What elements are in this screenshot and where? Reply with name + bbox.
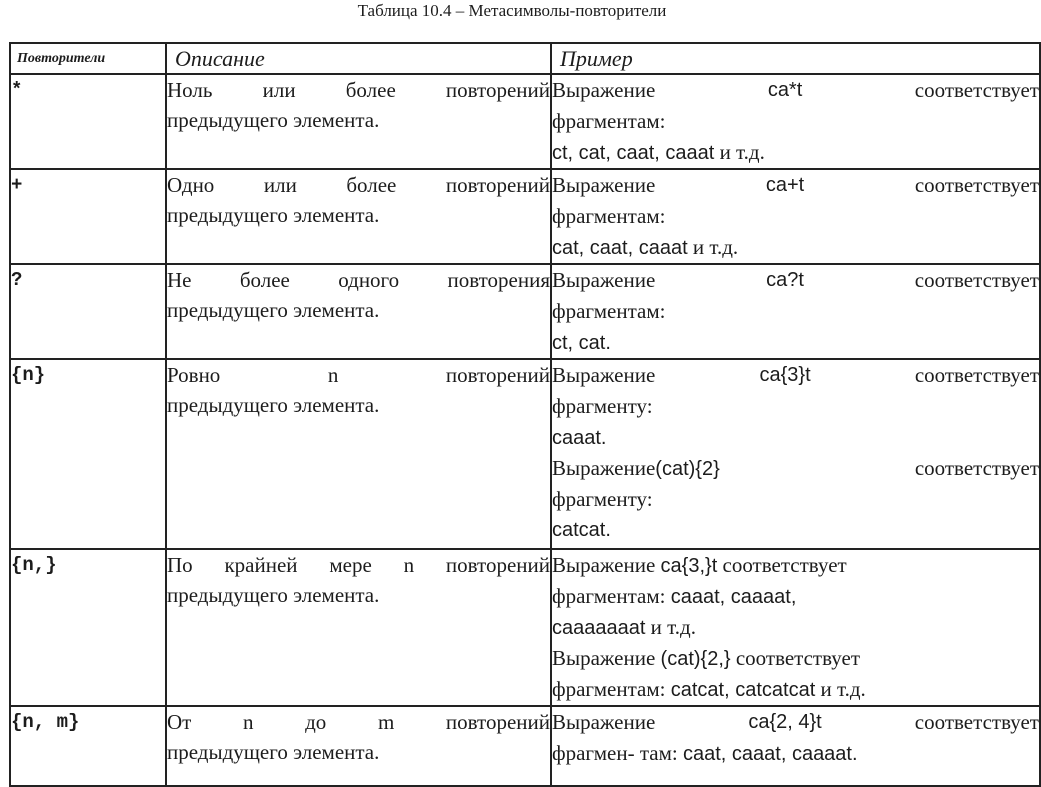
- repeater-symbol: +: [10, 169, 166, 264]
- example-matches-line: [552, 232, 1039, 263]
- example-verb: соответствует: [722, 553, 847, 577]
- header-description: Описание: [166, 43, 551, 74]
- example-line: [552, 581, 1039, 612]
- example-matches-line: [552, 422, 1039, 453]
- example-object: фрагменту:: [552, 487, 653, 511]
- repeater-symbol: {n}: [10, 359, 166, 549]
- example-tail: и т.д.: [815, 677, 866, 701]
- description-line: От n до m повторений: [167, 710, 550, 734]
- description-line: Ровно n повторений: [167, 363, 550, 387]
- example-expression: ca*t: [767, 79, 803, 101]
- example-expression: ca{3}t: [759, 364, 811, 386]
- example-verb: соответствует: [914, 363, 1039, 387]
- example-matches: caat, caaat, caaaat.: [682, 743, 858, 765]
- repeater-example: [551, 169, 1040, 264]
- example-object: фрагментам:: [552, 584, 666, 608]
- example-line: [552, 360, 1039, 391]
- repeater-symbol: {n,}: [10, 549, 166, 706]
- example-object: фрагментам:: [552, 677, 666, 701]
- example-expression: ca{3,}t: [660, 555, 718, 577]
- description-line: предыдущего элемента.: [167, 108, 380, 132]
- repeater-description: [166, 359, 551, 549]
- example-matches: caaat, caaaat,: [670, 586, 797, 608]
- repeater-description: [166, 549, 551, 706]
- repeater-symbol: ?: [10, 264, 166, 359]
- example-word: Выражение: [552, 553, 656, 577]
- repeater-description: [166, 169, 551, 264]
- example-word: Выражение: [552, 363, 656, 387]
- example-matches: ct, cat.: [552, 332, 611, 354]
- example-matches-line: [552, 137, 1039, 168]
- example-line: [552, 265, 1039, 296]
- example-line: [552, 550, 1039, 581]
- example-line: [552, 453, 1039, 484]
- example-line: [552, 707, 1039, 738]
- example-word: Выражение: [552, 78, 656, 102]
- example-object: фрагментам:: [552, 109, 666, 133]
- example-line: [552, 738, 1039, 769]
- repeater-description: [166, 706, 551, 786]
- example-matches: catcat, catcatcat: [670, 679, 816, 701]
- table-caption: Таблица 10.4 – Метасимволы-повторители: [357, 1, 667, 20]
- example-line: [552, 75, 1039, 106]
- description-line: Не более одного повторения: [167, 268, 550, 292]
- table-row: [10, 169, 1040, 264]
- description-line: Ноль или более повторений: [167, 78, 550, 102]
- example-matches-line: [552, 327, 1039, 358]
- repeaters-table: [9, 42, 1041, 787]
- example-object: фрагментам:: [552, 299, 666, 323]
- example-matches: ct, cat, caat, caaat: [552, 142, 715, 164]
- table-row: [10, 706, 1040, 786]
- example-matches-line: [552, 612, 1039, 643]
- example-expression: ca?t: [766, 269, 804, 291]
- example-matches: catcat.: [552, 519, 611, 541]
- description-line: предыдущего элемента.: [167, 583, 380, 607]
- table-row: [10, 359, 1040, 549]
- example-word: Выражение: [552, 456, 656, 480]
- example-expression: ca+t: [765, 174, 805, 196]
- description-line: По крайней мере n повторений: [167, 553, 550, 577]
- example-word: Выражение: [552, 268, 656, 292]
- example-verb: соответствует: [914, 710, 1039, 734]
- repeater-example: [551, 264, 1040, 359]
- repeater-description: [166, 74, 551, 169]
- example-line: [552, 674, 1039, 705]
- example-object: фрагментам:: [552, 204, 666, 228]
- description-line: предыдущего элемента.: [167, 393, 380, 417]
- example-tail: и т.д.: [645, 615, 696, 639]
- repeater-example: [551, 74, 1040, 169]
- example-verb: соответствует: [914, 268, 1039, 292]
- example-expression: (cat){2}: [655, 458, 720, 480]
- example-line: [552, 170, 1039, 201]
- description-line: предыдущего элемента.: [167, 203, 380, 227]
- example-expression: (cat){2,}: [660, 648, 731, 670]
- example-verb: соответствует: [914, 173, 1039, 197]
- description-line: Одно или более повторений: [167, 173, 550, 197]
- header-repeaters: Повторители: [10, 43, 166, 74]
- repeater-description: [166, 264, 551, 359]
- example-object: фрагменту:: [552, 394, 653, 418]
- example-verb: соответствует: [735, 646, 861, 670]
- example-object: фрагмен- там:: [552, 741, 678, 765]
- table-row: [10, 74, 1040, 169]
- repeater-symbol: {n, m}: [10, 706, 166, 786]
- example-line: [552, 643, 1039, 674]
- example-word: Выражение: [552, 173, 656, 197]
- description-line: предыдущего элемента.: [167, 298, 380, 322]
- example-expression: ca{2, 4}t: [748, 711, 822, 733]
- example-matches: cat, caat, caaat: [552, 237, 688, 259]
- example-verb: соответствует: [914, 78, 1039, 102]
- header-example: Пример: [551, 43, 1040, 74]
- repeater-example: [551, 706, 1040, 786]
- table-row: [10, 264, 1040, 359]
- example-matches: caaaaaaat: [552, 617, 646, 639]
- repeater-example: [551, 359, 1040, 549]
- repeater-symbol: *: [10, 74, 166, 169]
- example-word: Выражение: [552, 710, 656, 734]
- example-word: Выражение: [552, 646, 656, 670]
- example-tail: и т.д.: [687, 235, 739, 259]
- repeater-example: [551, 549, 1040, 706]
- example-verb: соответствует: [914, 456, 1039, 480]
- table-row: [10, 549, 1040, 706]
- description-line: предыдущего элемента.: [167, 740, 380, 764]
- table-header-row: [10, 43, 1040, 74]
- example-tail: и т.д.: [714, 140, 765, 164]
- example-matches: caaat.: [552, 427, 607, 449]
